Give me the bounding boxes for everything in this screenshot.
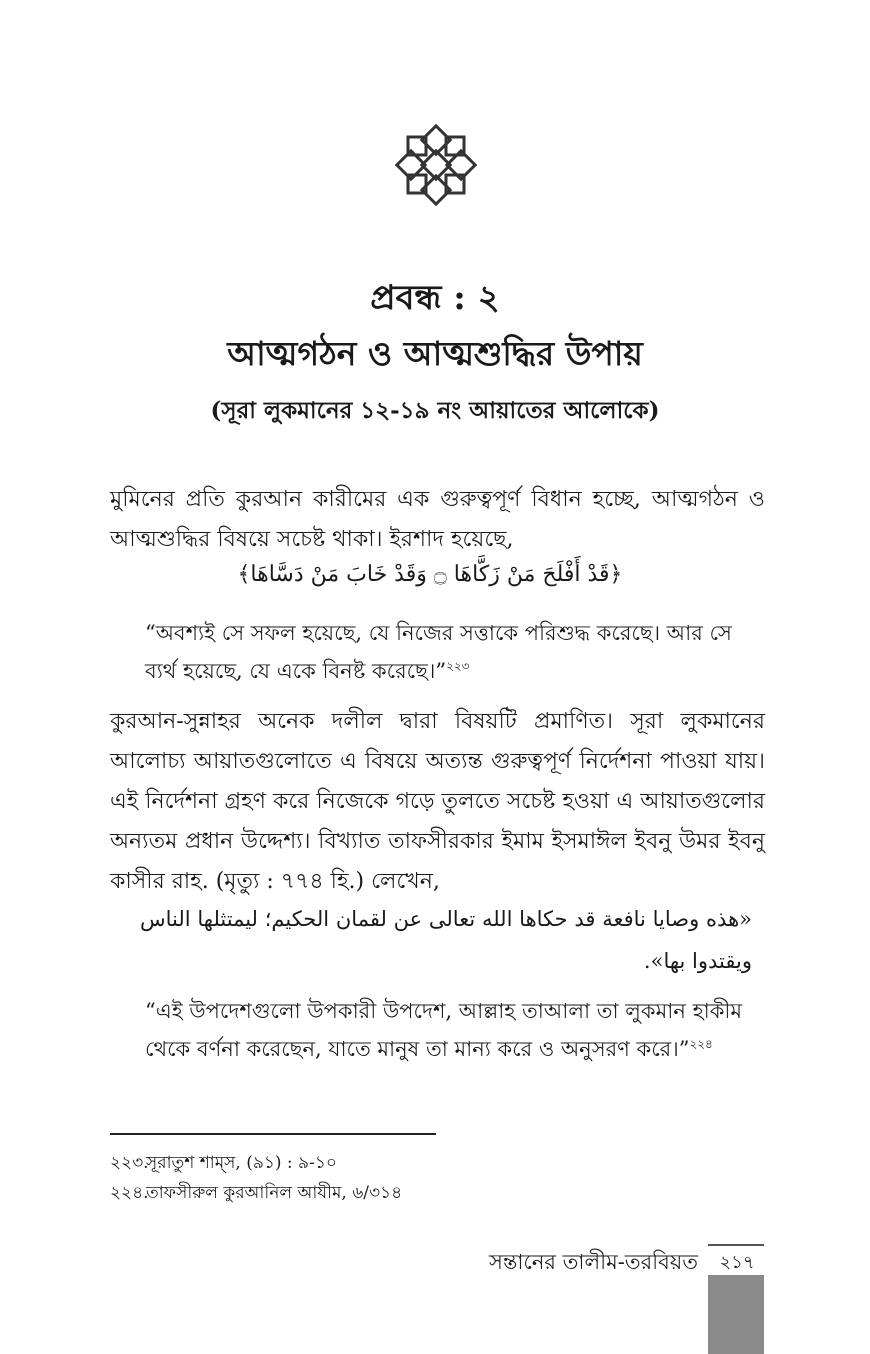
footnote-item: [110, 1150, 337, 1178]
page-edge-tab: [708, 1275, 764, 1354]
quote-translation-2: [145, 992, 755, 1068]
running-footer-title: সন্তানের তালীম-তরবিয়ত: [488, 1250, 698, 1274]
footnote-ref-224: ২২৪: [689, 1037, 713, 1051]
chapter-subtitle: আত্মগঠন ও আত্মশুদ্ধির উপায়: [227, 334, 643, 373]
quote-translation-1: [145, 614, 745, 690]
footnote-number: ২২৩.: [110, 1153, 149, 1173]
paragraph-main: কুরআন-সুন্নাহর অনেক দলীল দ্বারা বিষয়টি প্রমাণিত। সূরা লুকমানের আলোচ্য আয়াতগুলোতে এ বিষয়ে অত্যন্ত গুরুত্বপূর্ণ নির্দেশনা পাওয়া যায়। এই নির্দেশনা গ্রহণ করে নিজেকে গড়ে তুলতে সচেষ্ট হওয়া এ আয়াতগুলোর অন্যতম প্রধান উদ্দেশ্য। বিখ্যাত তাফসীরকার ইমাম ইসমাঈল ইবনু উমর ইবনু কাসীর রাহ. (মৃত্যু : ৭৭৪ হি.) লেখেন,: [110, 709, 765, 894]
page-number-rule: [708, 1244, 764, 1246]
quote-1-text: “অবশ্যই সে সফল হয়েছে, যে নিজের সত্তাকে পরিশুদ্ধ করেছে। আর সে ব্যর্থ হয়েছে, যে একে বিনষ্ট করেছে।”: [145, 621, 732, 683]
footnote-ref-223: ২২৩: [446, 659, 470, 673]
paragraph-intro: মুমিনের প্রতি কুরআন কারীমের এক গুরুত্বপূর্ণ বিধান হচ্ছে, আত্মগঠন ও আত্মশুদ্ধির বিষয়ে সচেষ্ট থাকা। ইরশাদ হয়েছে,: [110, 487, 765, 552]
chapter-title: প্রবন্ধ : ২: [370, 278, 500, 318]
footnote-text: সূরাতুশ শাম্‌স, (৯১) : ৯-১০: [146, 1153, 337, 1173]
footnote-text: তাফসীরুল কুরআনিল আযীম, ৬/৩১৪: [146, 1183, 403, 1203]
page-number: ২১৭: [719, 1252, 755, 1273]
footnote-number: ২২৪.: [110, 1183, 149, 1203]
quote-2-text: “এই উপদেশগুলো উপকারী উপদেশ, আল্লাহ তাআলা তা লুকমান হাকীম থেকে বর্ণনা করেছেন, যাতে মানুষ তা মান্য করে ও অনুসরণ করে।”: [145, 999, 743, 1061]
arabic-verse: ﴿قَدْ أَفْلَحَ مَنْ زَكَّاهَا ۝ وَقَدْ خَابَ مَنْ دَسَّاهَا﴾: [237, 562, 623, 587]
star-octagon-ornament-icon: [393, 122, 479, 208]
footnote-item: [110, 1180, 402, 1208]
arabic-quote: «هذه وصايا نافعة قد حكاها الله تعالى عن لقمان الحكيم؛ ليمتثلها الناس ويقتدوا بها».: [140, 907, 752, 973]
footnote-divider: [110, 1133, 436, 1135]
chapter-note: (সূরা লুকমানের ১২-১৯ নং আয়াতের আলোকে): [210, 397, 660, 424]
